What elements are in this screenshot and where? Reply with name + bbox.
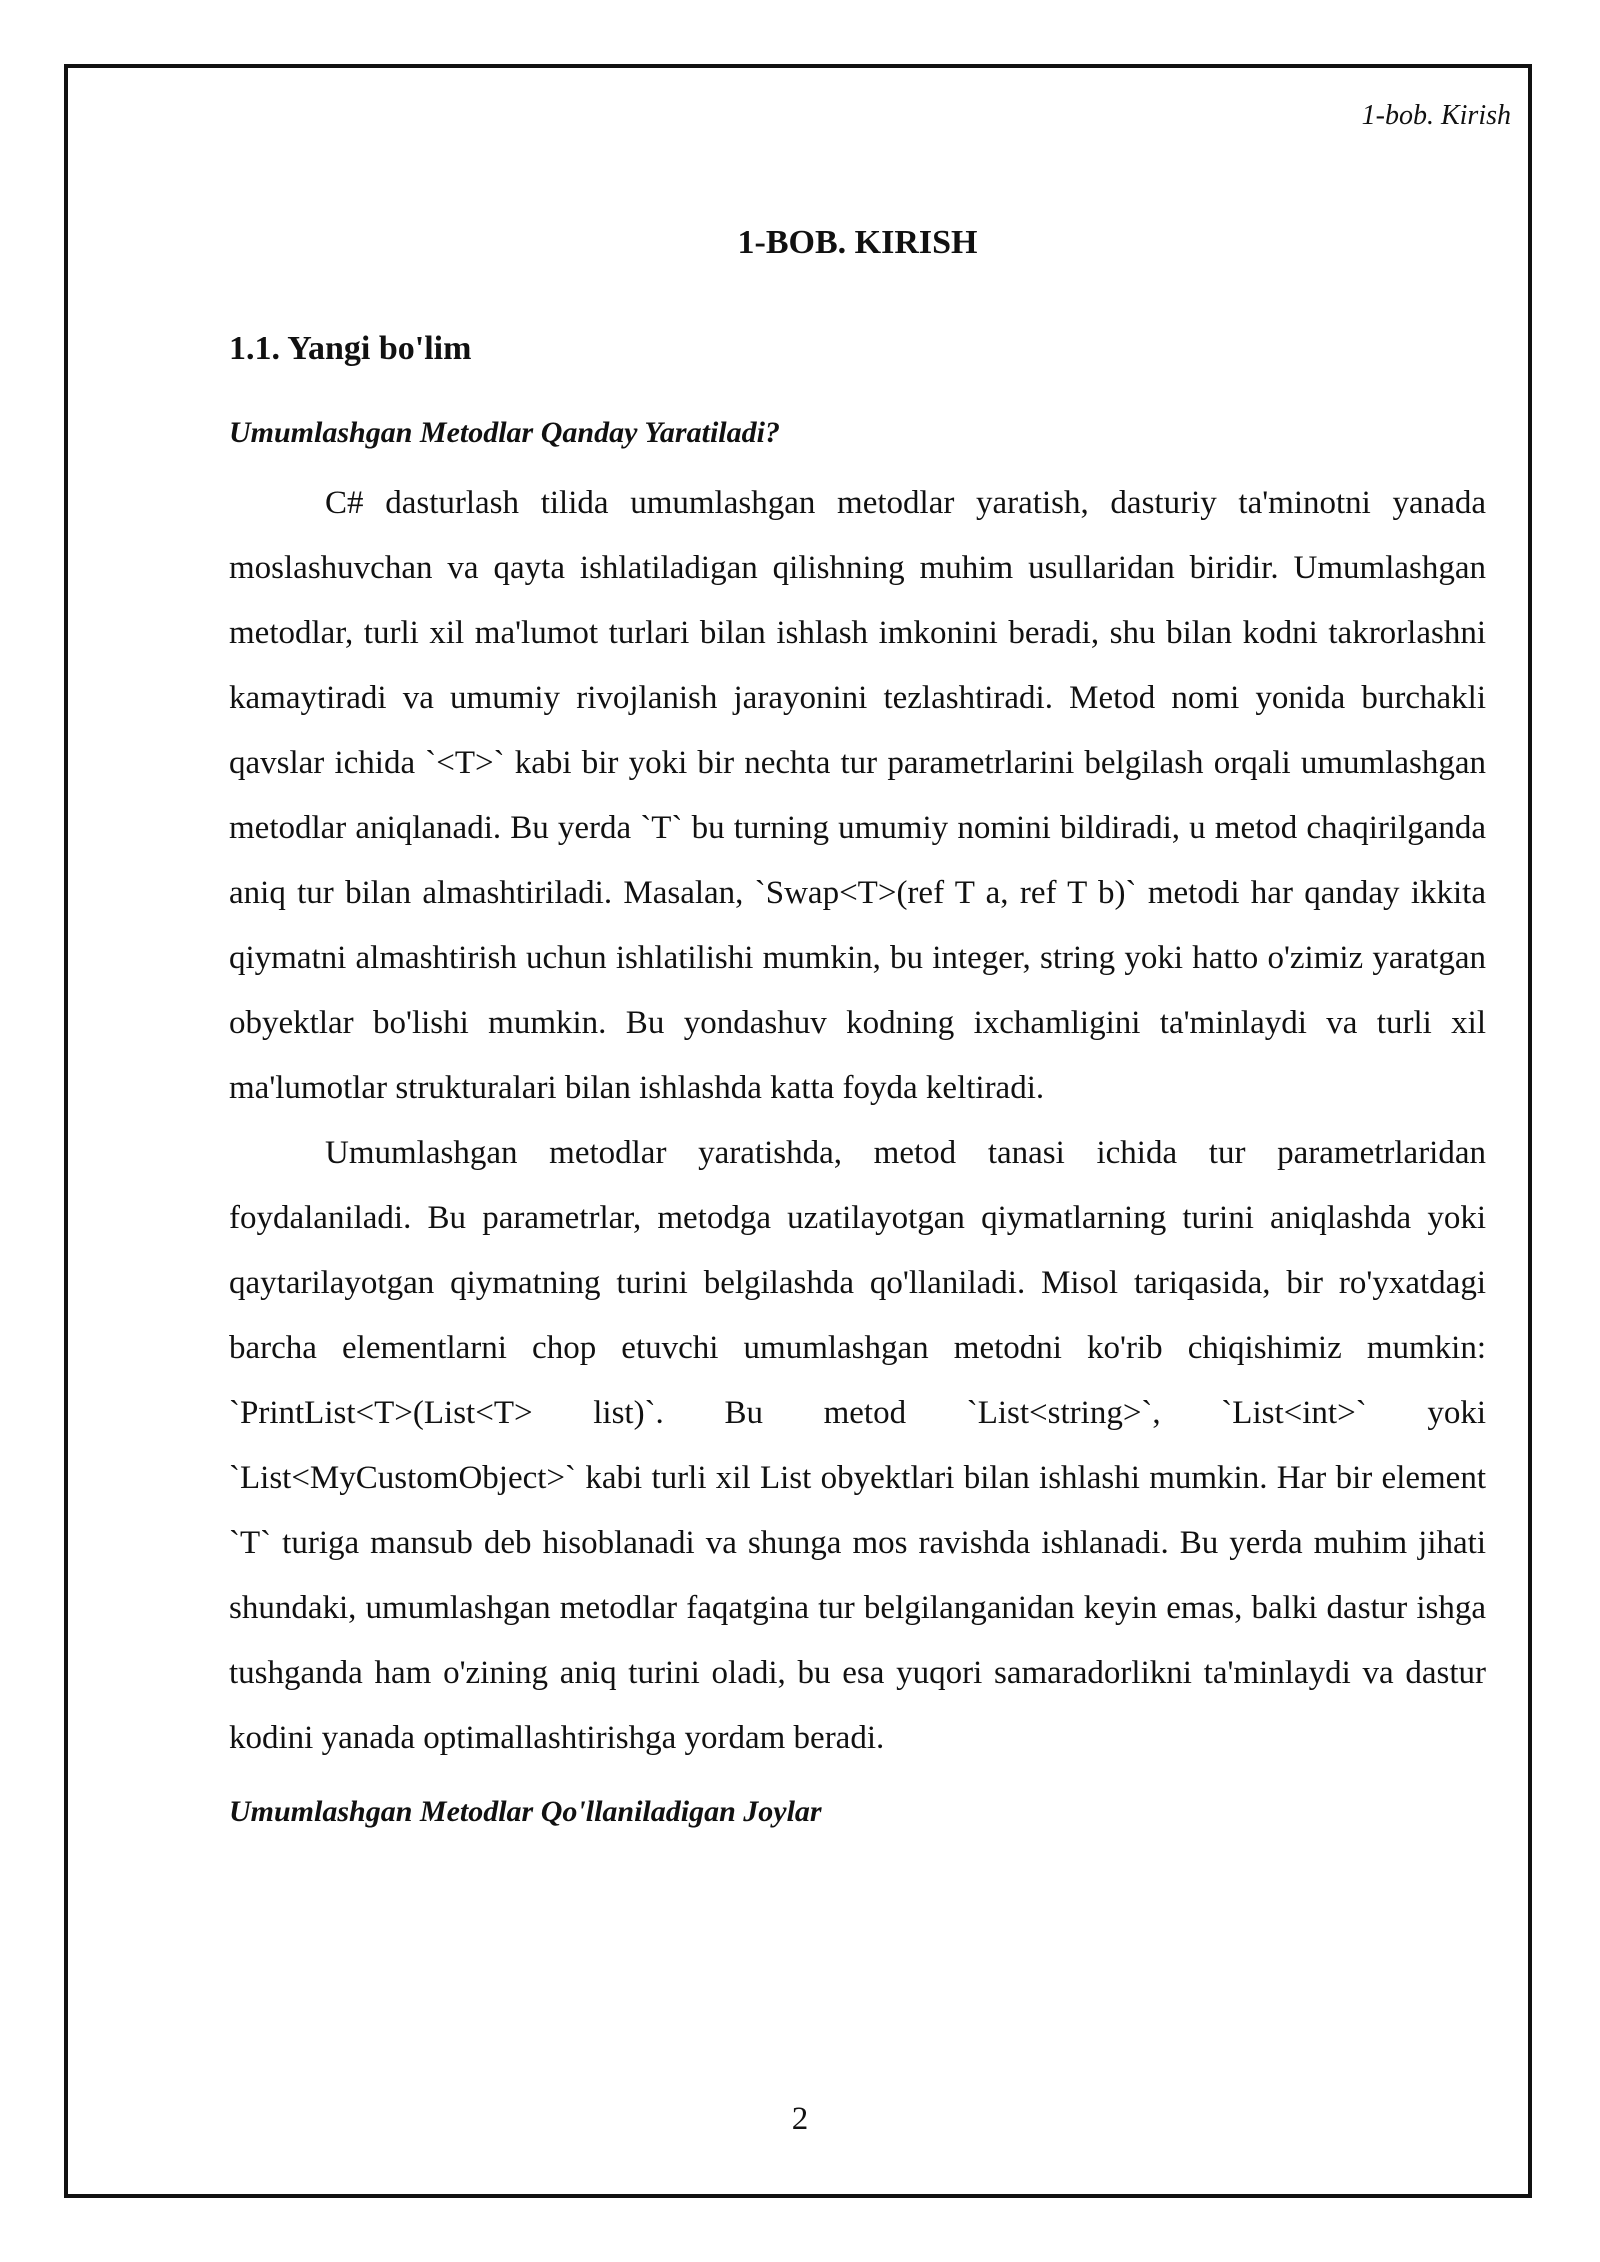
body-paragraph: Umumlashgan metodlar yaratishda, metod tanasi ichida tur parametrlaridan foydalaniladi. Bu parametrlar, metodga uzatilayotgan qiymatlarning turini aniqlashda yoki qaytarilayotgan qiymatning turini belgilashda qo'llaniladi. Misol tariqasida, bir ro'yxatdagi barcha elementlarni chop etuvchi umumlashgan metodni ko'rib chiqishimiz mumkin: `PrintList<T>(List<T> list)`. Bu metod `List<string>`, `List<int>` yoki `List<MyCustomObject>` kabi turli xil List obyektlari bilan ishlashi mumkin. Har bir element `T` turiga mansub deb hisoblanadi va shunga mos ravishda ishlanadi. Bu yerda muhim jihati shundaki, umumlashgan metodlar faqatgina tur belgilanganidan keyin emas, balki dastur ishga tushganda ham o'zining aniq turini oladi, bu esa yuqori samaradorlikni ta'minlaydi va dastur kodini yanada optimallashtirishga yordam beradi. <box>229 1135 1486 1756</box>
running-header: 1-bob. Kirish <box>1361 100 1511 131</box>
section-title: 1.1. Yangi bo'lim <box>229 330 472 367</box>
page-content <box>229 212 1486 1830</box>
page-number: 2 <box>791 2101 809 2137</box>
body-paragraph: C# dasturlash tilida umumlashgan metodlar yaratish, dasturiy ta'minotni yanada moslashuvchan va qayta ishlatiladigan qilishning muhim usullaridan biridir. Umumlashgan metodlar, turli xil ma'lumot turlari bilan ishlash imkonini beradi, shu bilan kodni takrorlashni kamaytiradi va umumiy rivojlanish jarayonini tezlashtiradi. Metod nomi yonida burchakli qavslar ichida `<T>` kabi bir yoki bir nechta tur parametrlarini belgilash orqali umumlashgan metodlar aniqlanadi. Bu yerda `T` bu turning umumiy nomini bildiradi, u metod chaqirilganda aniq tur bilan almashtiriladi. Masalan, `Swap<T>(ref T a, ref T b)` metodi har qanday ikkita qiymatni almashtirish uchun ishlatilishi mumkin, bu integer, string yoki hatto o'zimiz yaratgan obyektlar bo'lishi mumkin. Bu yondashuv kodning ixchamligini ta'minlaydi va turli xil ma'lumotlar strukturalari bilan ishlashda katta foyda keltiradi. <box>229 485 1486 1106</box>
chapter-title: 1-BOB. KIRISH <box>737 224 978 261</box>
subsection-title: Umumlashgan Metodlar Qo'llaniladigan Joylar <box>229 1795 822 1828</box>
subsection-title: Umumlashgan Metodlar Qanday Yaratiladi? <box>229 416 780 449</box>
